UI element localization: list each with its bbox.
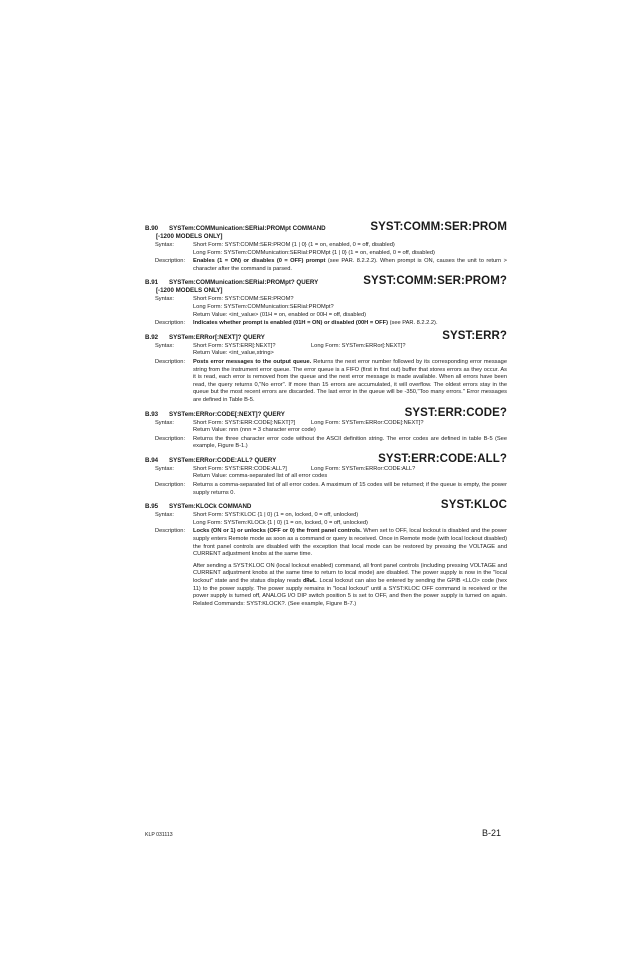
command-mnemonic: SYST:ERR:CODE? [404,406,507,419]
description-label: Description: [155,435,186,442]
syntax-label: Syntax: [155,296,174,303]
section-title: SYSTem:COMMunication:SERial:PROMpt COMMAND [169,225,326,232]
section-b95 [145,499,507,608]
syntax-return: Return Value: <int_value> (01H = on, enabled or 00H = off, disabled) [193,311,367,318]
command-mnemonic: SYST:COMM:SER:PROM? [363,275,507,288]
syntax-return: Return Value: nnn (nnn = 3 character error code) [193,427,316,434]
syntax-long: Long Form: SYSTem:ERRor[:NEXT]? [311,342,406,349]
section-number: B.94 [145,456,159,464]
syntax-label: Syntax: [155,512,174,519]
description-text: When set to OFF, local lockout is disabled and the power supply enters Remote mode as soon as a command or query is received. Once in Remote mode (with local lockout disabled) the front panel controls are disabled with the exception that local mode can be restored by pressing the VOLTAGE and CURRENT adjustment knobs at the same time. [193,528,507,558]
command-mnemonic: SYST:ERR? [442,329,507,342]
section-header [145,499,507,511]
section-number: B.92 [145,333,159,341]
display-readout: dRwL [303,578,316,584]
syntax-short: Short Form: SYST:ERR[:NEXT]? [193,342,276,349]
syntax-short: Short Form: SYST:ERR:CODE:ALL?] [193,465,287,472]
section-header [145,330,507,342]
page-number: B-21 [482,828,502,838]
section-title: SYSTem:ERRor:CODE:ALL? QUERY [169,456,277,464]
syntax-short: Short Form: SYST:ERR:CODE[:NEXT]?] [193,419,296,426]
syntax-row [145,466,507,481]
command-mnemonic: SYST:COMM:SER:PROM [370,221,507,233]
section-title: SYSTem:KLOCk COMMAND [169,503,252,511]
description-bold: Posts error messages to the output queue. [193,358,312,365]
section-header [145,221,507,233]
syntax-row [145,242,507,257]
description-bold: Locks (ON or 1) or unlocks (OFF or 0) the front panel controls. [193,528,362,535]
footer-doc-id: KLP 031113 [145,832,173,838]
section-b92 [145,330,507,405]
section-header [145,407,507,419]
description-row [145,436,507,451]
description-label: Description: [155,320,186,327]
syntax-label: Syntax: [155,242,174,248]
section-b93 [145,407,507,451]
syntax-long: Long Form: SYSTem:KLOCk {1 | 0} (1 = on, locked, 0 = off, unlocked) [193,519,368,526]
models-note: [-1200 MODELS ONLY] [156,233,223,240]
syntax-return: Return Value: comma-separated list of all error codes [193,473,328,480]
syntax-row [145,512,507,527]
description-row [145,320,507,328]
description-row [145,482,507,497]
description-row [145,359,507,405]
section-b91 [145,275,507,327]
syntax-row [145,343,507,358]
syntax-long: Long Form: SYSTem:ERRor:CODE:ALL? [311,465,416,472]
syntax-row [145,420,507,435]
description-text: Returns the next error number followed by its corresponding error message string from the instrument error queue. The error queue is a FIFO (first in first out) buffer that stores errors as they occur. As it is read, each error is removed from the queue and the next error message is made available. When all errors have been read, the query returns 0,"No error". If more than 15 errors are accumulated, it will overflow. The oldest errors stay in the queue but the most recent errors are discarded. The last error in the queue will be -350,"Too many errors." Error messages are defined in Table B-5. [193,358,508,403]
description-bold: Enables (1 = ON) or disables (0 = OFF) prompt [193,258,326,265]
description-label: Description: [155,482,186,489]
section-title: SYSTem:COMMunication:SERial:PROMpt? QUERY [169,279,319,287]
section-number: B.95 [145,503,159,511]
syntax-label: Syntax: [155,465,174,472]
description-label: Description: [155,258,186,265]
syntax-label: Syntax: [155,419,174,426]
syntax-return: Return Value: <int_value,string> [193,350,274,357]
syntax-short: Short Form: SYST:COMM:SER:PROM {1 | 0} (1 = on, enabled, 0 = off, disabled) [193,242,395,248]
syntax-long: Long Form: SYSTem:COMMunication:SERial:PROMpt {1 | 0} (1 = on, enabled, 0 = off, disabled) [193,249,435,256]
section-number: B.90 [145,225,159,232]
section-b94 [145,453,507,497]
command-mnemonic: SYST:ERR:CODE:ALL? [378,452,507,465]
section-title: SYSTem:ERRor[:NEXT]? QUERY [169,333,265,341]
description-text: Returns the three character error code without the ASCII definition string. The error codes are defined in table B-5 (See example, Figure B-1.) [193,435,507,450]
description-text: (see PAR. 8.2.2.2). When prompt is ON, causes the unit to return > character after the command is parsed. [193,258,507,272]
syntax-short: Short Form: SYST:COMM:SER:PROM? [193,296,294,303]
section-number: B.93 [145,410,159,418]
description-paragraph-2: After sending a SYST:KLOC ON (local lockout enabled) command, all front panel controls (including pressing VOLTAGE and CURRENT adjustment knobs at the same time to return to local mode) are disabled. The power supply is now in the "local lockout" state and the status display reads dRwL. Local lockout can also be entered by sending the GPIB <LLO> code (hex 11) to the power supply. The power supply remains in "local lockout" until a SYST:KLOC OFF command is received or the power supply is turned off, ANALOG I/O DIP switch position 5 is set to OFF, and then the power supply is turned on again. Related Commands: SYST:KLOCK?. (See example, Figure B-7.) [193,562,507,607]
section-b90 [145,221,507,273]
description-row [145,258,507,273]
description-text: (see PAR. 8.2.2.2). [388,320,438,327]
description-label: Description: [155,358,186,365]
description-label: Description: [155,528,186,535]
section-header [145,275,507,287]
page-content [145,219,507,610]
description-text: Returns a comma-separated list of all error codes. A maximum of 15 codes will be returned; if the queue is empty, the power supply returns 0. [193,482,507,496]
models-note: [-1200 MODELS ONLY] [156,287,223,295]
syntax-long: Long Form: SYSTem:COMMunication:SERial:PROMpt? [193,303,334,310]
command-mnemonic: SYST:KLOC [440,499,507,512]
syntax-short: Short Form: SYST:KLOC {1 | 0} (1 = on, locked, 0 = off, unlocked) [193,512,359,519]
syntax-long: Long Form: SYSTem:ERRor:CODE[:NEXT]? [311,419,424,426]
syntax-row [145,296,507,319]
section-number: B.91 [145,279,159,287]
section-title: SYSTem:ERRor:CODE[:NEXT]? QUERY [169,410,285,418]
section-header [145,453,507,465]
description-row [145,528,507,608]
syntax-label: Syntax: [155,342,174,349]
description-bold: Indicates whether prompt is enabled (01H = ON) or disabled (00H = OFF) [193,320,388,327]
